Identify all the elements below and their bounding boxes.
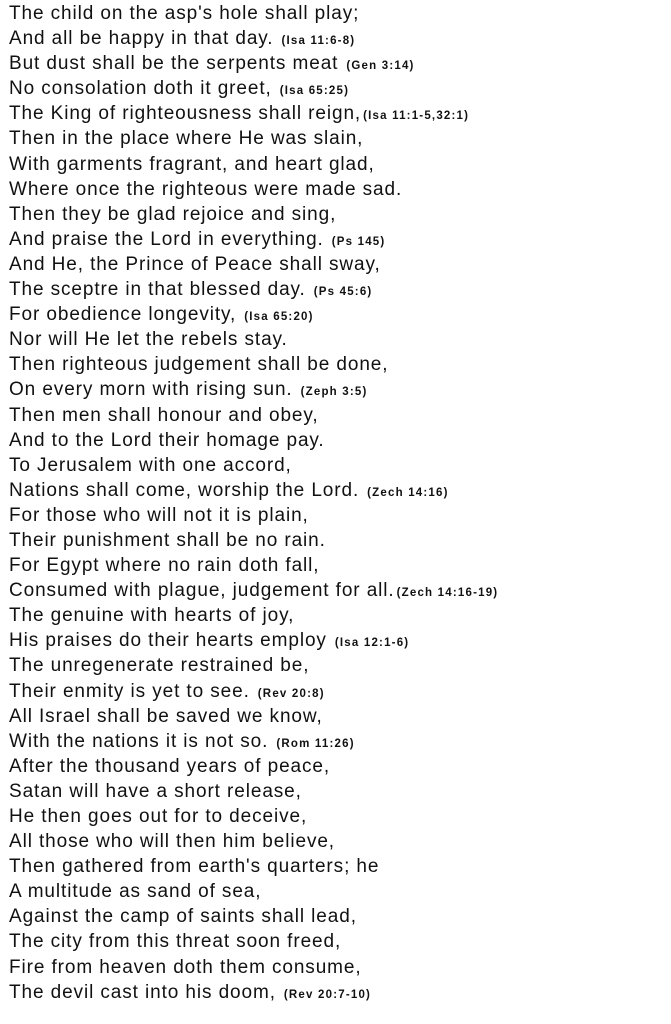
poem-line [9, 653, 671, 678]
verse-text: All those who will then him believe, [9, 831, 335, 853]
verse-text: The sceptre in that blessed day. [9, 279, 306, 301]
verse-text: The genuine with hearts of joy, [9, 605, 295, 627]
verse-text: For obedience longevity, [9, 304, 237, 326]
poem-line [9, 854, 671, 879]
poem-line [9, 754, 671, 779]
poem-line [9, 779, 671, 804]
poem-line [9, 929, 671, 954]
verse-text: Where once the righteous were made sad. [9, 178, 403, 200]
poem-line [9, 453, 671, 478]
poem-line [9, 603, 671, 628]
poem-line [9, 904, 671, 929]
poem-line [9, 729, 671, 754]
verse-text: Their enmity is yet to see. [9, 680, 250, 702]
poem-line [9, 955, 671, 980]
verse-text: Their punishment shall be no rain. [9, 529, 326, 551]
verse-text: Then in the place where He was slain, [9, 128, 364, 150]
verse-text: Fire from heaven doth them consume, [9, 956, 362, 978]
verse-text: For Egypt where no rain doth fall, [9, 555, 320, 577]
poem-line [9, 804, 671, 829]
poem-line [9, 327, 671, 352]
verse-text: Nations shall come, worship the Lord. [9, 479, 360, 501]
verse-text: The devil cast into his doom, [9, 981, 276, 1003]
poem-line [9, 252, 671, 277]
verse-text: Satan will have a short release, [9, 780, 302, 802]
scripture-reference: (Ps 45:6) [313, 286, 373, 299]
scripture-reference: (Isa 11:6-8) [281, 35, 356, 48]
scripture-reference: (Isa 65:25) [279, 85, 350, 98]
scripture-reference: (Isa 65:20) [244, 311, 314, 324]
verse-text: And praise the Lord in everything. [9, 228, 324, 250]
poem-line [9, 277, 671, 302]
verse-text: His praises do their hearts employ [9, 630, 327, 652]
verse-text: He then goes out for to deceive, [9, 806, 308, 827]
poem-line [9, 302, 671, 327]
poem-line [9, 879, 671, 904]
scripture-reference: (Zech 14:16) [367, 486, 449, 499]
verse-text: A multitude as sand of sea, [9, 881, 262, 903]
verse-text: The child on the asp's hole shall play; [9, 3, 360, 24]
poem-line [9, 202, 671, 227]
verse-text: With garments fragrant, and heart glad, [9, 153, 375, 175]
poem-line [9, 829, 671, 854]
verse-text: Nor will He let the rebels stay. [9, 329, 288, 351]
verse-text: For those who will not it is plain, [9, 504, 309, 526]
poem-line [9, 152, 671, 177]
verse-text: But dust shall be the serpents meat [9, 53, 339, 75]
scripture-reference: (Rev 20:8) [257, 687, 325, 700]
verse-text: The unregenerate restrained be, [9, 655, 310, 677]
poem-text [9, 1, 671, 1005]
poem-line [9, 177, 671, 202]
poem-line [9, 227, 671, 252]
scripture-reference: (Rev 20:7-10) [283, 988, 372, 1001]
scripture-reference: (Gen 3:14) [346, 60, 415, 73]
poem-line [9, 26, 671, 51]
verse-text: After the thousand years of peace, [9, 755, 331, 777]
poem-line [9, 126, 671, 151]
verse-text: Then they be glad rejoice and sing, [9, 203, 337, 225]
poem-line [9, 101, 671, 126]
verse-text: And all be happy in that day. [9, 28, 274, 50]
verse-text: To Jerusalem with one accord, [9, 454, 292, 476]
poem-line [9, 403, 671, 428]
poem-line [9, 76, 671, 101]
verse-text: And He, the Prince of Peace shall sway, [9, 253, 381, 275]
verse-text: The King of righteousness shall reign, [9, 103, 362, 125]
poem-line [9, 377, 671, 402]
poem-line [9, 578, 671, 603]
scripture-reference: (Ps 145) [331, 235, 386, 248]
verse-text: Then righteous judgement shall be done, [9, 354, 389, 376]
scripture-reference: (Zech 14:16-19) [396, 587, 499, 600]
poem-line [9, 503, 671, 528]
poem-line [9, 704, 671, 729]
scripture-reference: (Isa 12:1-6) [334, 637, 410, 650]
verse-text: Then gathered from earth's quarters; he [9, 856, 380, 878]
verse-text: With the nations it is not so. [9, 730, 269, 752]
scripture-reference: (Rom 11:26) [276, 737, 355, 750]
verse-text: Consumed with plague, judgement for all. [9, 580, 395, 602]
scripture-reference: (Zeph 3:5) [300, 386, 368, 399]
poem-line [9, 628, 671, 653]
verse-text: No consolation doth it greet, [9, 78, 272, 100]
poem-line [9, 51, 671, 76]
poem-line [9, 528, 671, 553]
poem-line [9, 980, 671, 1005]
verse-text: The city from this threat soon freed, [9, 931, 342, 953]
poem-line [9, 553, 671, 578]
verse-text: Then men shall honour and obey, [9, 404, 319, 426]
poem-line [9, 1, 671, 26]
verse-text: Against the camp of saints shall lead, [9, 906, 357, 928]
verse-text: And to the Lord their homage pay. [9, 429, 325, 451]
poem-line [9, 679, 671, 704]
verse-text: On every morn with rising sun. [9, 379, 293, 401]
poem-line [9, 428, 671, 453]
poem-line [9, 478, 671, 503]
verse-text: All Israel shall be saved we know, [9, 705, 323, 727]
scripture-reference: (Isa 11:1-5,32:1) [363, 110, 470, 123]
poem-line [9, 352, 671, 377]
